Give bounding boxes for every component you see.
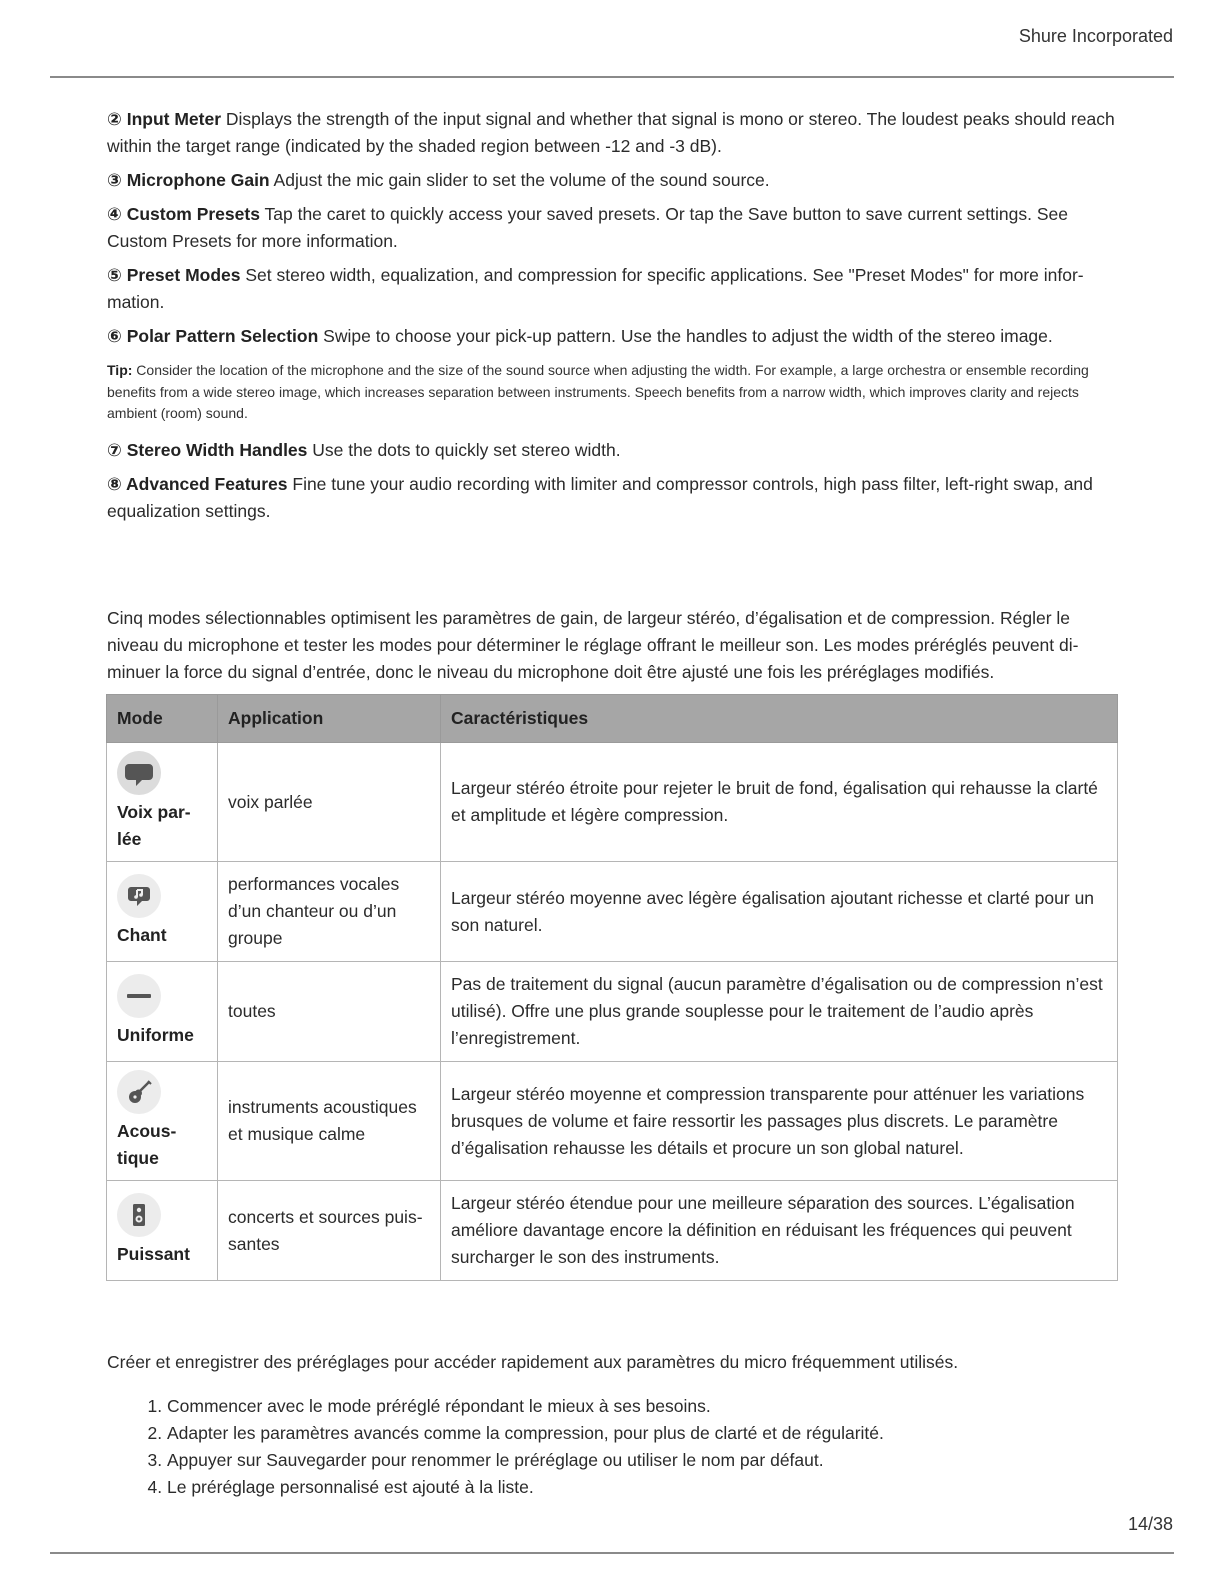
preset-modes-table (106, 694, 1118, 1281)
mode-cell (107, 1062, 218, 1181)
mode-name: Uniforme (117, 1025, 194, 1045)
feature-title: Custom Presets (126, 204, 260, 224)
footer-divider (50, 1552, 1174, 1554)
feature-title: Stereo Width Handles (126, 439, 308, 460)
feature-polar-pattern (107, 323, 1119, 350)
header-company-name: Shure Incorporated (1018, 26, 1173, 46)
header-characteristics: Caractéristiques (441, 695, 1118, 743)
list-item: 2. Adapter les paramètres avancés comme la compression, pour plus de clarté et de régularité. (167, 1420, 884, 1447)
mode-name: Chant (117, 925, 167, 945)
characteristics-cell: Largeur stéréo moyenne avec légère égalisation ajoutant richesse et clarté pour un son naturel. (441, 862, 1118, 962)
feature-advanced-features (107, 471, 1119, 525)
tip-note (107, 360, 1119, 425)
feature-title: Preset Modes (126, 265, 241, 285)
mode-name: Acous-tique (117, 1121, 177, 1168)
feature-title: Advanced Features (126, 473, 288, 494)
tip-label: Tip: (107, 362, 133, 378)
feature-microphone-gain (107, 167, 1119, 194)
feature-input-meter (107, 106, 1119, 160)
characteristics-cell: Largeur stéréo étendue pour une meilleure séparation des sources. L’égalisation améliore davantage encore la définition en réduisant les fréquences qui peuvent surcharger le son des instruments. (441, 1181, 1118, 1281)
application-cell: voix parlée (218, 743, 441, 862)
feature-stereo-width-handles (107, 437, 1119, 464)
feature-text: Displays the strength of the input signal and whether that signal is mono or stereo. The loudest peaks should reach within the target range (indicated by the shaded region between -12 and -3 dB). (107, 109, 1115, 156)
header-mode: Mode (107, 695, 218, 743)
page-number: 14/38 (1127, 1514, 1173, 1534)
speech-bubble-icon (117, 751, 161, 795)
feature-number: ④ (107, 204, 122, 224)
mode-cell (107, 743, 218, 862)
application-cell: instruments acoustiques et musique calme (218, 1062, 441, 1181)
feature-title: Polar Pattern Selection (126, 326, 319, 346)
mode-name: Puissant (117, 1244, 190, 1264)
feature-number: ③ (107, 170, 122, 190)
mode-name: Voix par-lée (117, 802, 191, 849)
feature-text: Tap the caret to quickly access your saved presets. Or tap the Save button to save current settings. See Custom Presets for more information. (107, 204, 1068, 251)
mode-cell (107, 862, 218, 962)
feature-list (107, 106, 1119, 532)
mode-cell (107, 1181, 218, 1281)
feature-number: ⑥ (107, 326, 122, 346)
feature-title: Microphone Gain (126, 170, 270, 190)
feature-preset-modes (107, 262, 1119, 316)
table-row (107, 962, 1118, 1062)
preset-steps-list (107, 1393, 884, 1501)
feature-number: ⑧ (107, 473, 122, 494)
feature-number: ⑤ (107, 265, 122, 285)
characteristics-cell: Pas de traitement du signal (aucun paramètre d’égalisation ou de compression n’est utilisé). Offre une plus grande souplesse pour le traitement de l’audio après l’enregistrement. (441, 962, 1118, 1062)
list-item: 1. Commencer avec le mode préréglé répondant le mieux à ses besoins. (167, 1393, 884, 1420)
tip-text: Consider the location of the microphone and the size of the sound source when adjusting the width. For example, a large orchestra or ensemble recording benefits from a wide stereo image, which increases separation between instruments. Speech benefits from a narrow width, which improves clarity and rejects ambient (room) sound. (107, 362, 1089, 421)
feature-text: Fine tune your audio recording with limiter and compressor controls, high pass filter, left-right swap, and equalization settings. (107, 473, 1093, 521)
mode-cell (107, 962, 218, 1062)
application-cell: concerts et sources puis-santes (218, 1181, 441, 1281)
list-item: 4. Le préréglage personnalisé est ajouté à la liste. (167, 1474, 884, 1501)
feature-number: ② (107, 109, 122, 129)
feature-text: Swipe to choose your pick-up pattern. Use the handles to adjust the width of the stereo image. (323, 326, 1053, 346)
table-row (107, 743, 1118, 862)
list-item: 3. Appuyer sur Sauvegarder pour renommer le préréglage ou utiliser le nom par défaut. (167, 1447, 884, 1474)
speaker-icon (117, 1193, 161, 1237)
application-cell: performances vocales d’un chanteur ou d’un groupe (218, 862, 441, 962)
characteristics-cell: Largeur stéréo étroite pour rejeter le bruit de fond, égalisation qui rehausse la clarté et amplitude et légère compression. (441, 743, 1118, 862)
application-cell: toutes (218, 962, 441, 1062)
modes-intro: Cinq modes sélectionnables optimisent les paramètres de gain, de largeur stéréo, d’égalisation et de compression. Régler le niveau du microphone et tester les modes pour déterminer le réglage offrant le meilleur son. Les modes préréglés peuvent di-minuer la force du signal d’entrée, donc le niveau du microphone doit être ajusté une fois les préréglages modifiés. (107, 608, 1079, 682)
feature-number: ⑦ (107, 439, 122, 460)
feature-text: Use the dots to quickly set stereo width. (312, 439, 621, 460)
feature-text: Adjust the mic gain slider to set the volume of the sound source. (273, 170, 770, 190)
header-divider (50, 76, 1174, 78)
guitar-icon (117, 1070, 161, 1114)
table-header-row (107, 695, 1118, 743)
feature-custom-presets (107, 201, 1119, 255)
feature-text: Set stereo width, equalization, and compression for specific applications. See "Preset Modes" for more infor-mation. (107, 265, 1084, 312)
table-row (107, 862, 1118, 962)
header-application: Application (218, 695, 441, 743)
presets-intro: Créer et enregistrer des préréglages pour accéder rapidement aux paramètres du micro fréquemment utilisés. (107, 1352, 959, 1372)
table-row (107, 1062, 1118, 1181)
feature-title: Input Meter (126, 109, 222, 129)
table-row (107, 1181, 1118, 1281)
flat-line-icon (117, 974, 161, 1018)
characteristics-cell: Largeur stéréo moyenne et compression transparente pour atténuer les variations brusques de volume et faire ressortir les passages plus discrets. Le paramètre d’égalisation rehausse les détails et procure un son global naturel. (441, 1062, 1118, 1181)
singing-bubble-icon (117, 874, 161, 918)
